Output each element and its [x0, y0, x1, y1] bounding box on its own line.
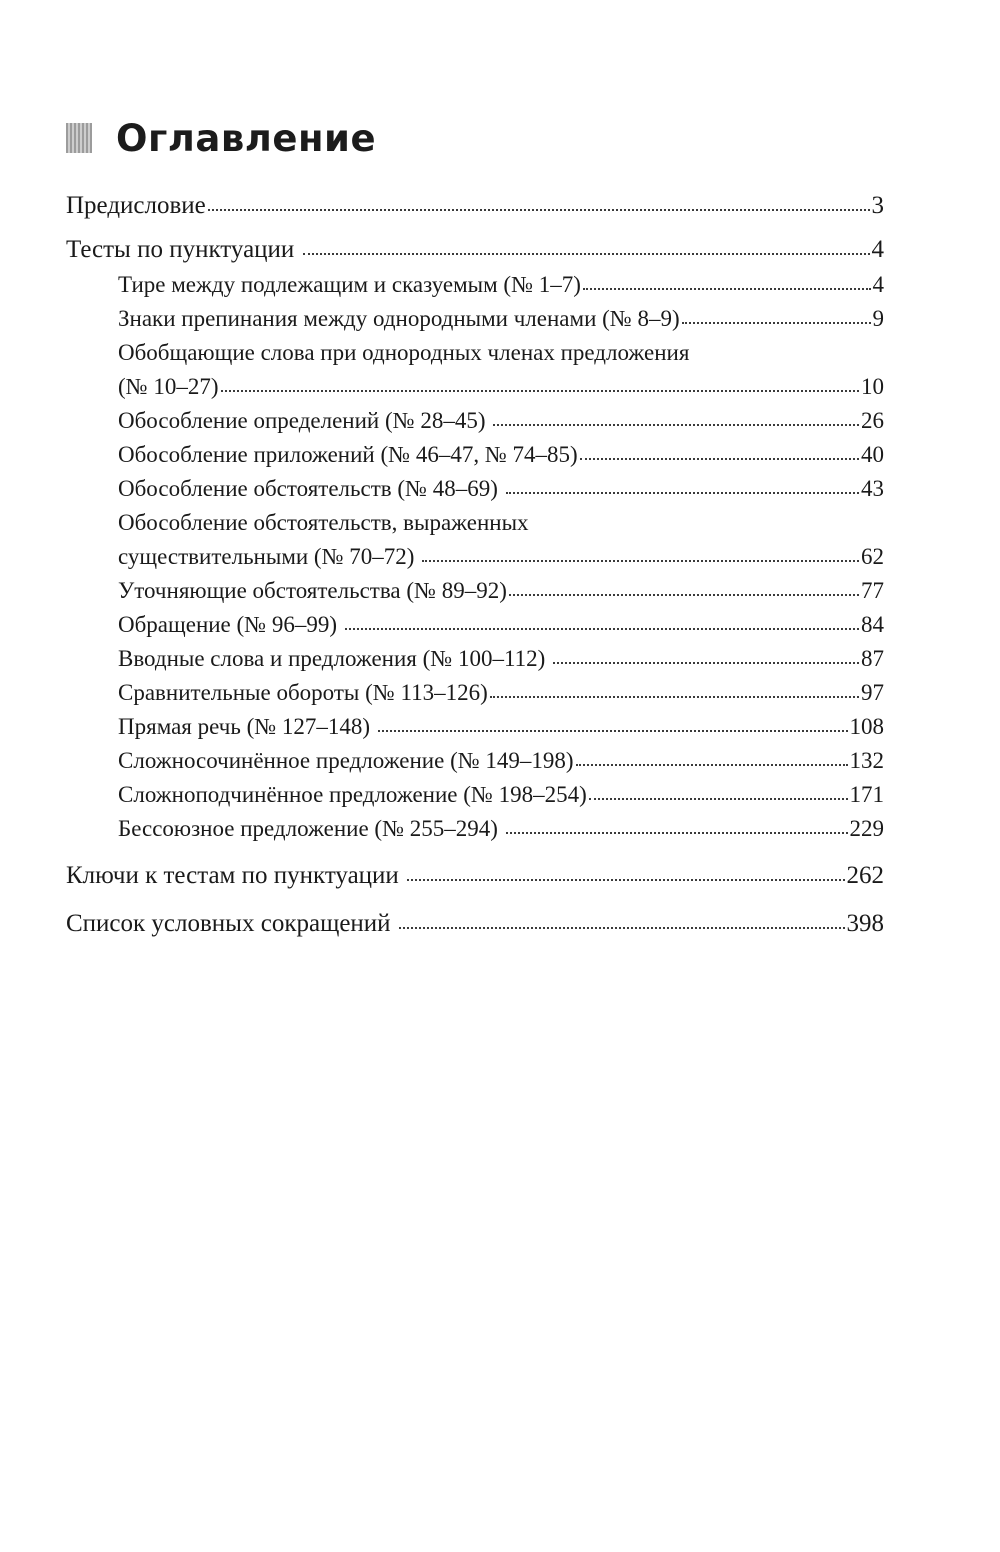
dot-leader: [208, 209, 870, 211]
toc-page-number: 10: [861, 374, 884, 399]
dot-leader: [583, 288, 871, 290]
toc-entry-title-line1[interactable]: Обобщающие слова при однородных членах предложения: [118, 340, 690, 365]
toc-entry-title: Обособление обстоятельств (№ 48–69): [118, 476, 504, 501]
dot-leader: [345, 628, 859, 630]
toc-page-number: 9: [872, 306, 884, 331]
toc-entry-title: (№ 10–27): [118, 374, 219, 399]
toc-entry-title: существительными (№ 70–72): [118, 544, 421, 569]
toc-entry-title: Вводные слова и предложения (№ 100–112): [118, 646, 552, 671]
toc-subentry[interactable]: [118, 612, 884, 638]
toc-entry-title: Уточняющие обстоятельства (№ 89–92): [118, 578, 507, 603]
toc-subentry[interactable]: [118, 646, 884, 672]
page-title: Оглавление: [116, 116, 377, 160]
toc-entry-title: Обособление приложений (№ 46–47, № 74–85): [118, 442, 578, 467]
toc-entry-title: Обращение (№ 96–99): [118, 612, 343, 637]
toc-subentry[interactable]: [118, 816, 884, 842]
dot-leader: [682, 322, 871, 324]
toc-subentry[interactable]: [118, 442, 884, 468]
toc-entry-title: Сложносочинённое предложение (№ 149–198): [118, 748, 574, 773]
toc-entry-title: Знаки препинания между однородными членами (№ 8–9): [118, 306, 680, 331]
dot-leader: [422, 560, 859, 562]
toc-page-number: 77: [861, 578, 884, 603]
toc-subentry[interactable]: [118, 476, 884, 502]
toc-subentry[interactable]: [118, 578, 884, 604]
toc-subentry[interactable]: [118, 408, 884, 434]
toc-subentry[interactable]: [118, 714, 884, 740]
toc-entry-punctuation-tests[interactable]: [66, 236, 884, 264]
toc-entry-title: Тире между подлежащим и сказуемым (№ 1–7): [118, 272, 581, 297]
toc-subentry[interactable]: [118, 680, 884, 706]
toc-heading: [66, 110, 376, 166]
gray-square-icon: [66, 123, 92, 153]
dot-leader: [399, 927, 845, 929]
dot-leader: [589, 798, 848, 800]
dot-leader: [378, 730, 848, 732]
dot-leader: [580, 458, 859, 460]
toc-page-number: 398: [846, 910, 884, 937]
toc-entry-title: Сравнительные обороты (№ 113–126): [118, 680, 488, 705]
toc-page-number: 43: [861, 476, 884, 501]
toc-page-number: 229: [849, 816, 884, 841]
toc-page-number: 262: [846, 862, 884, 889]
toc-page-number: 84: [861, 612, 884, 637]
toc-page-number: 4: [872, 272, 884, 297]
toc-page-number: 171: [849, 782, 884, 807]
toc-entry-keys[interactable]: [66, 862, 884, 890]
toc-subentry[interactable]: [118, 374, 884, 400]
toc-page-number: 97: [861, 680, 884, 705]
toc-page-number: 4: [871, 236, 884, 263]
dot-leader: [490, 696, 859, 698]
dot-leader: [493, 424, 859, 426]
toc-entry-title-line1[interactable]: Обособление обстоятельств, выраженных: [118, 510, 529, 535]
toc-entry-title: Предисловие: [66, 192, 206, 219]
toc-entry-title: Бессоюзное предложение (№ 255–294): [118, 816, 504, 841]
dot-leader: [303, 253, 870, 255]
toc-entry-title: Список условных сокращений: [66, 910, 397, 937]
toc-entry-title: Прямая речь (№ 127–148): [118, 714, 376, 739]
dot-leader: [506, 492, 859, 494]
toc-entry-preface[interactable]: [66, 192, 884, 220]
toc-subentry[interactable]: [118, 782, 884, 808]
toc-entry-title: Обособление определений (№ 28–45): [118, 408, 492, 433]
toc-page-number: 62: [861, 544, 884, 569]
toc-page-number: 26: [861, 408, 884, 433]
toc-page-number: 132: [849, 748, 884, 773]
dot-leader: [221, 390, 859, 392]
toc-subentry[interactable]: [118, 306, 884, 332]
dot-leader: [509, 594, 859, 596]
dot-leader: [576, 764, 848, 766]
dot-leader: [506, 832, 848, 834]
dot-leader: [553, 662, 859, 664]
dot-leader: [407, 879, 844, 881]
toc-subentry[interactable]: [118, 748, 884, 774]
toc-subentry[interactable]: [118, 544, 884, 570]
toc-entry-title: Сложноподчинённое предложение (№ 198–254): [118, 782, 587, 807]
toc-entry-abbreviations[interactable]: [66, 910, 884, 938]
toc-page-number: 87: [861, 646, 884, 671]
toc-entry-title: Тесты по пунктуации: [66, 236, 301, 263]
toc-entry-title: Ключи к тестам по пунктуации: [66, 862, 406, 889]
toc-subentry[interactable]: [118, 272, 884, 298]
toc-page-number: 108: [849, 714, 884, 739]
toc-page-number: 3: [871, 192, 884, 219]
toc-page-number: 40: [861, 442, 884, 467]
